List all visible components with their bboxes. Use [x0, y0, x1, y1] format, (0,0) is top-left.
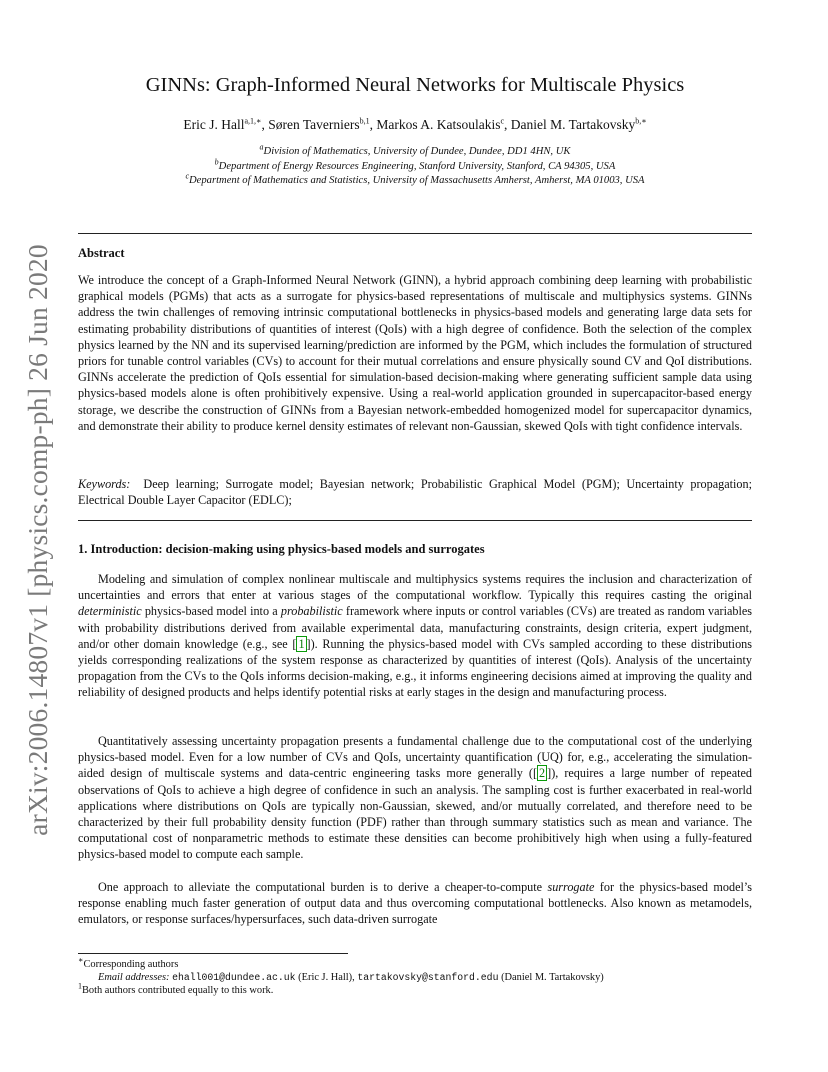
abstract-top-rule: [78, 233, 752, 234]
footnote-equal-contribution: $^1$Both authors contributed equally to this work.: [78, 981, 274, 996]
footnote-emails: Email addresses: ehall001@dundee.ac.uk (Eric J. Hall), tartakovsky@stanford.edu (Daniel M. Tartakovsky): [98, 972, 604, 983]
arxiv-identifier: arXiv:2006.14807v1 [physics.comp-ph] 26 Jun 2020: [22, 244, 53, 836]
email-link[interactable]: tartakovsky@stanford.edu: [357, 972, 499, 983]
email-link[interactable]: ehall001@dundee.ac.uk: [172, 972, 296, 983]
citation-link[interactable]: 2: [539, 766, 546, 781]
paper-title: GINNs: Graph-Informed Neural Networks for Multiscale Physics: [145, 74, 685, 96]
body-paragraph: Modeling and simulation of complex nonlinear multiscale and multiphysics systems requires the inclusion and characterization of uncertainties and errors that enter at various stages of the computational workflow. Typically this requires casting the original deterministic physics-based model into a probabilistic framework where inputs or control variables (CVs) are treated as random variables with probability distributions derived from available experimental data, manufacturing constraints, design criteria, expert judgment, and/or other domain knowledge (e.g., see [ 1 ]). Running the physics-based model with CVs sampled according to these distributions yields corresponding realizations of the system response as characterized by quantities of interest (QoIs). Analysis of the uncertainty propagation from the CVs to the QoIs informs decision-making, e.g., it informs engineering decisions aimed at improving the quality and reliability of designed products and helps identify potential risks at early stages in the design and manufacturing process.: [78, 572, 753, 700]
affiliation-text: Department of Mathematics and Statistics, University of Massachusetts Amherst, Amherst, MA 01003, USA: [189, 175, 645, 186]
author-name: Daniel M. Tartakovsky: [510, 117, 636, 132]
affiliation-text: Department of Energy Resources Engineering, Stanford University, Stanford, CA 94305, USA: [218, 160, 616, 172]
affiliation-mark: b: [214, 156, 219, 166]
affiliation-text: Division of Mathematics, University of Dundee, Dundee, DD1 4HN, UK: [263, 146, 571, 157]
author-list: Eric J. Hall$^{a,1,∗}$, Søren Taverniers$^{b,1}$, Markos A. Katsoulakis$^c$, Daniel M. Tartakovsky$^{b,∗}$: [183, 116, 647, 132]
author-affiliation-mark: b,1: [359, 116, 370, 126]
keywords-label: Keywords:: [78, 477, 131, 491]
affiliation: [78, 142, 752, 160]
keywords-text: Deep learning; Surrogate model; Bayesian network; Probabilistic Graphical Model (PGM); Uncertainty propagation; Electrical Double Layer Capacitor (EDLC);: [78, 477, 753, 508]
abstract-bottom-rule: [78, 520, 752, 521]
keywords: [78, 476, 752, 508]
abstract-heading: Abstract: [78, 246, 125, 260]
body-paragraph: Quantitatively assessing uncertainty propagation presents a fundamental challenge due to the computational cost of the underlying physics-based model. Even for a low number of CVs and QoIs, uncertainty quantification (UQ) for, e.g., accelerating the simulation-aided design of multiscale systems and data-centric engineering tasks more generally ([ 2 ]), requires a large number of repeated observations of QoIs to achieve a high degree of confidence in such an analysis. The sampling cost is further exacerbated in real-world applications where distributions on QoIs are typically non-Gaussian, skewed, and/or mutually correlated, and therefore need to be characterized by their full probability density function (PDF) rather than through summary statistics such as mean and variance. The computational cost of nonparametric methods to estimate these densities can become prohibitively high when using a fully-featured physics-based model to compute each sample.: [78, 734, 752, 862]
abstract-text: We introduce the concept of a Graph-Informed Neural Network (GINN), a hybrid approach combining deep learning with probabilistic graphical models (PGMs) that acts as a surrogate for physics-based representations of multiscale and multiphysics systems. GINNs address the twin challenges of removing intrinsic computational bottlenecks in physics-based models and generating large data sets for estimating probability distributions of quantities of interest (QoIs) with a high degree of confidence. Both the selection of the complex physics learned by the NN and its supervised learning/prediction are informed by the PGM, which includes the formulation of structured priors for tunable control variables (CVs) to account for their mutual correlations and ensure physically sound CV and QoI distributions. GINNs accelerate the prediction of QoIs essential for simulation-based decision-making where generating sufficient sample data using physics-based models alone is often prohibitively expensive. Using a real-world application grounded in supercapacitor-based energy storage, we describe the construction of GINNs from a Bayesian network-embedded homogenized model for supercapacitor dynamics, and demonstrate their ability to produce kernel density estimates of relevant non-Gaussian, skewed QoIs with tight confidence intervals.: [78, 273, 752, 433]
author-name: Markos A. Katsoulakis: [376, 117, 501, 132]
footnote-rule: [78, 953, 348, 954]
citation-link[interactable]: 1: [298, 636, 305, 651]
affiliation-list: [78, 142, 752, 189]
author-affiliation-mark: c: [500, 116, 505, 126]
body-paragraph: One approach to alleviate the computational burden is to derive a cheaper-to-compute surrogate for the physics-based model’s response enabling much faster generation of output data and thus overcoming computational bottlenecks. Also known as metamodels, emulators, or response surfaces/hypersurfaces, such data-driven surrogate: [78, 880, 752, 927]
affiliation-mark: c: [185, 171, 190, 181]
arxiv-sidebar-stamp: [16, 240, 60, 840]
affiliation-mark: a: [259, 142, 264, 152]
author-affiliation-mark: a,1,∗: [244, 116, 262, 126]
affiliation: [78, 171, 752, 189]
author-name: Eric J. Hall: [183, 117, 245, 132]
section-heading: 1. Introduction: decision-making using physics-based models and surrogates: [78, 542, 485, 556]
footnote-corresponding: ∗Corresponding authors: [78, 955, 179, 970]
author-name: Søren Taverniers: [268, 117, 360, 132]
author-affiliation-mark: b,∗: [635, 116, 647, 126]
affiliation: [78, 156, 752, 175]
